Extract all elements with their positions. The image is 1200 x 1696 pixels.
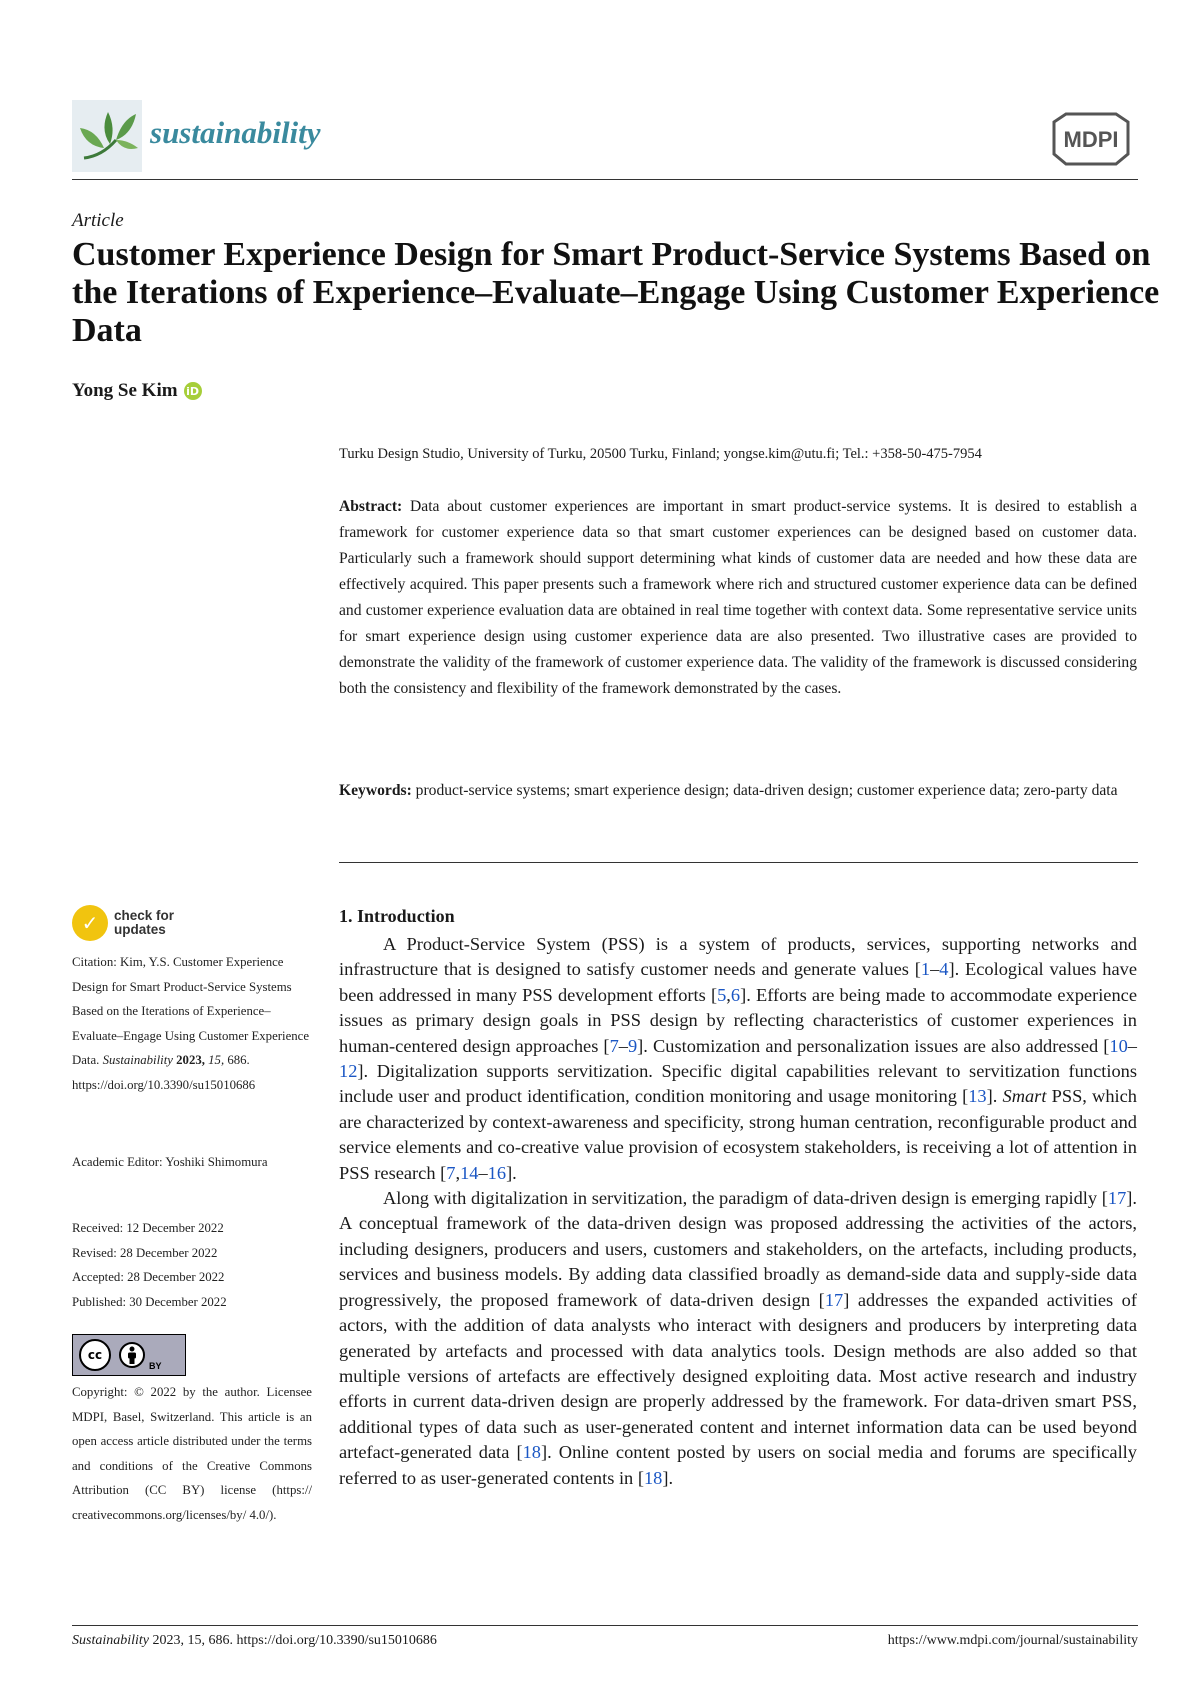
abstract-label: Abstract: bbox=[339, 498, 403, 515]
paragraph: A Product-Service System (PSS) is a system of products, services, supporting networks and infrastructure that is designed to satisfy customer needs and generate values [1–4]. Ecological values have been addressed in many PSS development efforts [5,6]. Efforts are being made to accommodate experience issues as primary design goals in PSS design by reflecting characteristics of customer experiences in human-centered design approaches [7–9]. Customization and personalization issues are also addressed [10–12]. Digitalization supports servitization. Specific digital capabilities relevant to servitization functions include user and product identification, condition monitoring and usage monitoring [13]. Smart PSS, which are characterized by context-awareness and specificity, strong human centration, reconfigurable product and service elements and co-creative value provision of ecosystem stakeholders, is receiving a lot of attention in PSS research [7,14–16]. bbox=[339, 934, 1137, 1183]
orcid-icon[interactable]: iD bbox=[184, 382, 202, 400]
citation-link[interactable]: 4 bbox=[939, 959, 949, 980]
person-icon bbox=[125, 1346, 139, 1364]
abstract-rule bbox=[339, 862, 1138, 863]
citation-link[interactable]: 7 bbox=[446, 1162, 456, 1183]
affiliation: Turku Design Studio, University of Turku, 20500 Turku, Finland; yongse.kim@utu.fi; Tel.: +358-50-475-7954 bbox=[339, 446, 982, 462]
citation-link[interactable]: 18 bbox=[522, 1442, 541, 1463]
citation-link[interactable]: 13 bbox=[968, 1086, 987, 1107]
by-icon bbox=[119, 1342, 145, 1368]
date-received: Received: 12 December 2022 bbox=[72, 1221, 224, 1235]
journal-logo bbox=[72, 100, 142, 172]
paragraph: Along with digitalization in servitization, the paradigm of data-driven design is emerging rapidly [17]. A conceptual framework of the data-driven design was proposed addressing the activities of the actors, including designers, producers and users, customers and stakeholders, on the artefacts, including products, services and business models. By adding data classified broadly as demand-side data and supply-side data progressively, the proposed framework of data-driven design [17] addresses the expanded activities of actors, with the addition of data analysts who interact with designers and producers by interpreting data generated by artefacts and processed with data analytics tools. Design methods are also added so that multiple versions of artefacts are effectively designed exploiting data. Most active research and industry efforts in current data-driven design are properly addressed by the framework. For data-driven smart PSS, additional types of data such as user-generated content and internet information data can be used beyond artefact-generated data [18]. Online content posted by users on social media and forums are specifically referred to as user-generated contents in [18]. bbox=[339, 1188, 1137, 1488]
author-line bbox=[72, 380, 202, 402]
abstract-text: Data about customer experiences are important in smart product-service systems. It is desired to establish a framework for customer experience data so that smart customer experiences can be designed based on customer data. Particularly such a framework should support determining what kinds of customer data are needed and how these data are effectively acquired. This paper presents such a framework where rich and structured customer experience data can be defined and customer experience evaluation data are obtained in real time together with context data. Some representative service units for smart experience design using customer experience data are also presented. Two illustrative cases are provided to demonstrate the validity of the framework of customer experience data. The validity of the framework is discussed considering both the consistency and flexibility of the framework demonstrated by the cases. bbox=[339, 498, 1137, 697]
keywords-text: product-service systems; smart experience design; data-driven design; customer experience data; zero-party data bbox=[415, 782, 1118, 799]
date-published: Published: 30 December 2022 bbox=[72, 1294, 227, 1309]
date-revised: Revised: 28 December 2022 bbox=[72, 1245, 218, 1260]
citation-pages: 686. bbox=[227, 1053, 250, 1067]
footer-citation bbox=[72, 1633, 437, 1649]
header-rule bbox=[72, 179, 1138, 180]
keywords bbox=[339, 778, 1137, 804]
citation-link[interactable]: 10 bbox=[1109, 1035, 1128, 1056]
article-title: Customer Experience Design for Smart Product-Service Systems Based on the Iterations of Experience–Evaluate–Engage Using Customer Experience Data bbox=[72, 236, 1160, 349]
footer-journal-url[interactable]: https://www.mdpi.com/journal/sustainability bbox=[887, 1633, 1138, 1648]
citation-journal: Sustainability bbox=[102, 1053, 173, 1067]
section-heading: 1. Introduction bbox=[339, 906, 455, 926]
introduction-body bbox=[339, 932, 1137, 1491]
cc-license-badge[interactable] bbox=[72, 1334, 186, 1376]
keywords-label: Keywords: bbox=[339, 782, 412, 799]
mdpi-logo[interactable] bbox=[1046, 112, 1134, 168]
abstract bbox=[339, 494, 1137, 702]
citation-link[interactable]: 18 bbox=[643, 1467, 663, 1488]
cc-icon: cc bbox=[79, 1339, 111, 1371]
by-label: BY bbox=[149, 1361, 162, 1371]
mdpi-logo-text: MDPI bbox=[1063, 127, 1119, 152]
citation-link[interactable]: 5 bbox=[717, 984, 727, 1005]
check-updates-icon: ✓ bbox=[72, 905, 108, 941]
dates-block bbox=[72, 1216, 312, 1314]
citation-link[interactable]: 9 bbox=[627, 1035, 638, 1056]
citation-link[interactable]: 6 bbox=[730, 984, 741, 1005]
author-name[interactable]: Yong Se Kim bbox=[72, 380, 178, 401]
date-accepted: Accepted: 28 December 2022 bbox=[72, 1270, 225, 1284]
citation-link[interactable]: 16 bbox=[487, 1162, 507, 1183]
footer-rule bbox=[72, 1625, 1138, 1626]
footer-journal: Sustainability bbox=[72, 1633, 149, 1648]
citation-link[interactable]: 7 bbox=[609, 1035, 619, 1056]
citation-doi-link[interactable]: https://doi.org/10.3390/su15010686 bbox=[72, 1077, 256, 1092]
citation-link[interactable]: 14 bbox=[460, 1162, 479, 1183]
citation-block bbox=[72, 950, 312, 1097]
mdpi-hexagon-icon bbox=[1046, 112, 1134, 168]
citation-link[interactable]: 12 bbox=[339, 1061, 358, 1082]
copyright-notice: Copyright: © 2022 by the author. Licensee MDPI, Basel, Switzerland. This article is an open access article distributed under the terms and conditions of the Creative Commons Attribution (CC BY) license (https:// creativecommons.org/licenses/by/ 4.0/). bbox=[72, 1385, 312, 1522]
citation-link[interactable]: 17 bbox=[1107, 1188, 1127, 1209]
footer-citation-text[interactable]: 2023, 15, 686. https://doi.org/10.3390/su15010686 bbox=[152, 1633, 437, 1648]
citation-year: 2023, bbox=[176, 1053, 205, 1067]
check-updates-button[interactable] bbox=[72, 905, 194, 941]
citation-volume: 15, bbox=[208, 1053, 225, 1067]
citation-prefix: Citation: Kim, Y.S. Customer Experience Design for Smart Product-Service Systems Based on the Iterations of Experience–Evaluate–Engage Using Customer Experience Data. bbox=[72, 955, 310, 1067]
citation-link[interactable]: 1 bbox=[920, 959, 931, 980]
journal-name[interactable]: sustainability bbox=[150, 115, 321, 150]
check-updates-label: check for updates bbox=[114, 908, 175, 937]
plant-icon bbox=[72, 100, 142, 172]
article-type: Article bbox=[72, 210, 124, 231]
academic-editor: Academic Editor: Yoshiki Shimomura bbox=[72, 1155, 268, 1169]
citation-link[interactable]: 17 bbox=[824, 1289, 844, 1310]
